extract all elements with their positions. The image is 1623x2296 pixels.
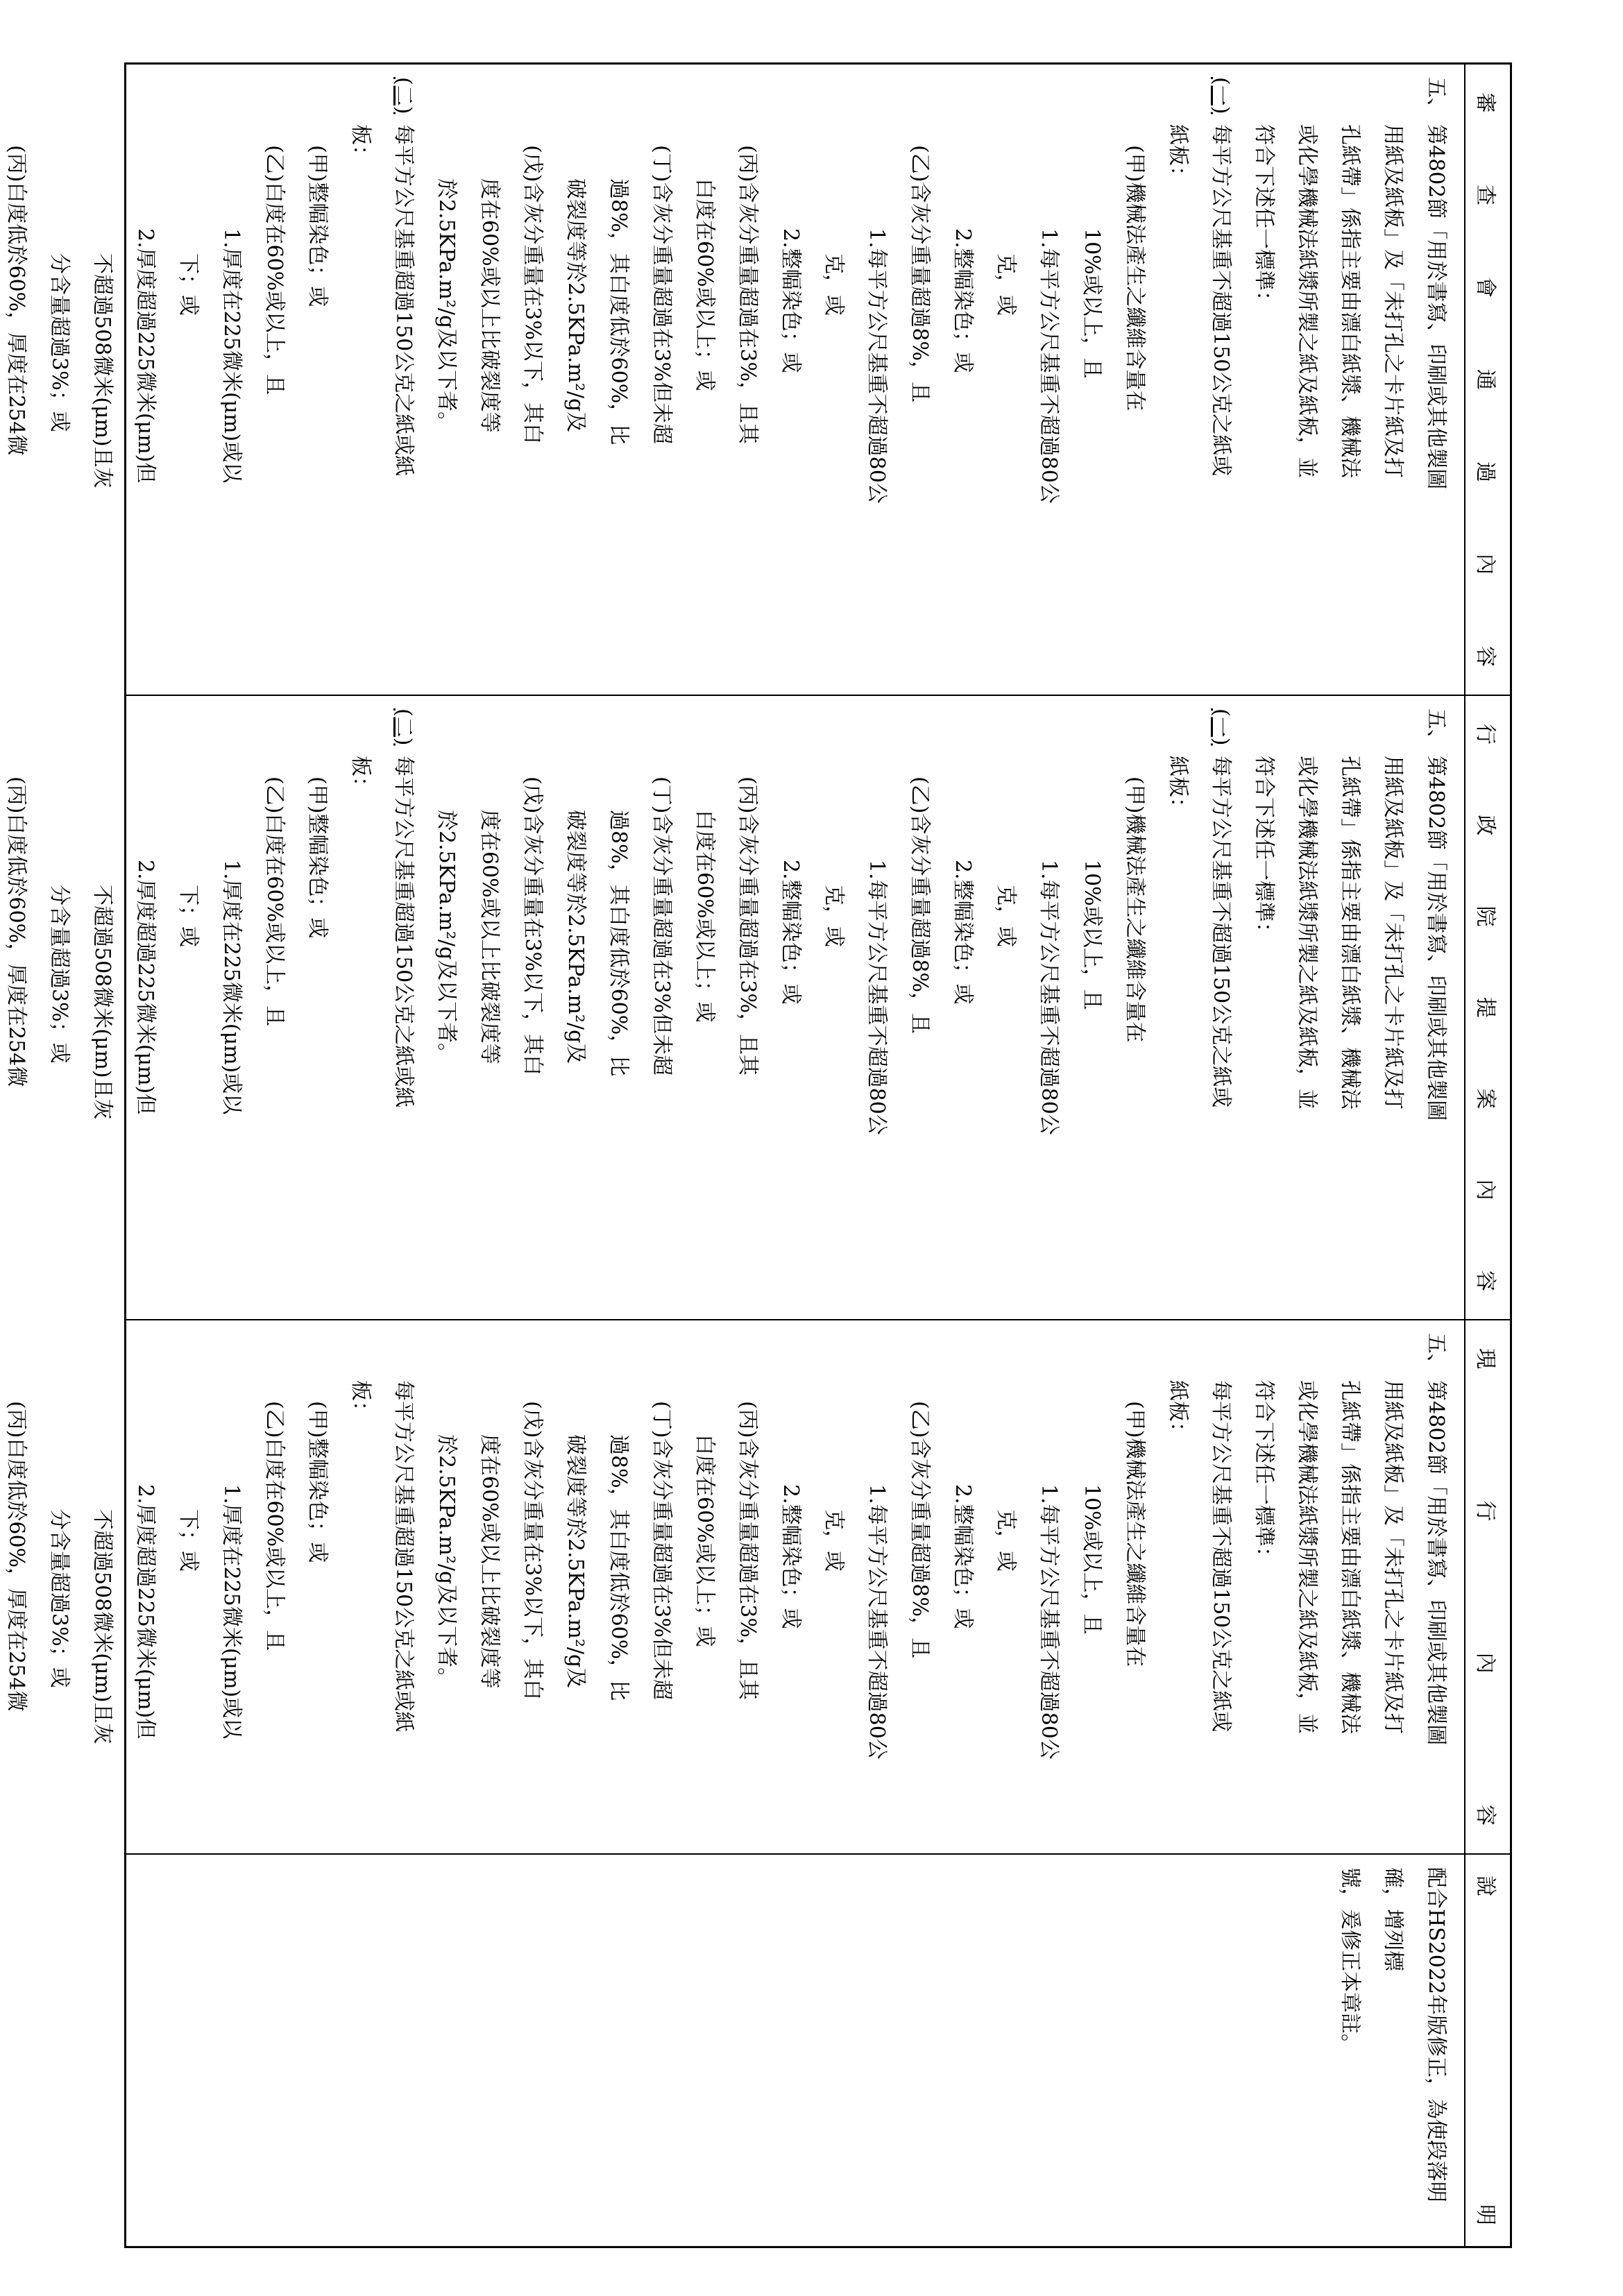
- line-text: 1.每平方公尺基重不超過80公: [1037, 1484, 1061, 1760]
- text-line: [124, 77, 167, 685]
- text-line: [941, 1333, 984, 1844]
- text-line: [296, 77, 339, 685]
- text-line: [597, 708, 640, 1309]
- text-line: [0, 708, 37, 1309]
- header-char: 現: [1473, 1348, 1497, 1369]
- text-line: [468, 1333, 511, 1844]
- line-text: 符合下述任一標準：: [1252, 756, 1276, 943]
- text-line: [425, 77, 468, 685]
- line-text: 不超過508微米(μm)且灰: [90, 1509, 114, 1744]
- text-line: [382, 77, 425, 685]
- text-line: [37, 1333, 80, 1844]
- line-text: 符合下述任一標準：: [1252, 1380, 1276, 1567]
- line-text: (丙)含灰分重量超過在3%，且其: [736, 1401, 760, 1701]
- header-char: 政: [1473, 815, 1497, 836]
- line-text: 板：: [348, 756, 373, 797]
- text-line: [124, 708, 167, 1309]
- line-text: 於2.5KPa.m²/g及以下者。: [434, 810, 459, 1064]
- text-line: [1070, 708, 1113, 1309]
- text-line: [80, 708, 124, 1309]
- text-line: [812, 708, 855, 1309]
- line-text: 1.厚度在225微米(μm)或以: [219, 1484, 244, 1740]
- comparison-table: [4, 62, 1512, 2248]
- header-char: 過: [1473, 461, 1497, 482]
- line-text: (乙)白度在60%或以上，且: [262, 1401, 287, 1651]
- line-text: 第4802節「用於書寫、印刷或其他製圖: [1424, 756, 1448, 1121]
- text-line: [210, 1333, 253, 1844]
- text-line: [855, 1333, 898, 1844]
- text-line: [1027, 1333, 1070, 1844]
- line-text: 過8%，其白度低於60%，比: [606, 810, 631, 1077]
- text-line: [1242, 708, 1285, 1309]
- text-line: [1113, 1333, 1156, 1844]
- header-proposed-content: [1464, 696, 1510, 1319]
- line-text: 孔紙帶」係指主要由漂白紙漿、機械法: [1338, 1380, 1362, 1734]
- text-line: [554, 708, 597, 1309]
- line-text: 10%或以上，且: [1080, 1484, 1104, 1635]
- header-char: 說: [1473, 1876, 1497, 1896]
- header-char: 會: [1473, 277, 1497, 298]
- text-line: [941, 77, 984, 685]
- text-line: [683, 77, 726, 685]
- header-char: 案: [1473, 1088, 1497, 1109]
- line-text: 2.整幅染色；或: [779, 860, 803, 1005]
- text-line: [769, 708, 812, 1309]
- line-text: 於2.5KPa.m²/g及以下者。: [434, 1434, 459, 1689]
- line-text: 或化學機械法紙漿所製之紙及紙板，並: [1295, 756, 1319, 1109]
- line-text: 10%或以上，且: [1080, 860, 1104, 1010]
- line-text: 紙板：: [1166, 124, 1190, 187]
- text-line: [898, 77, 941, 685]
- line-text: 破裂度等於2.5KPa.m²/g及: [563, 810, 588, 1064]
- header-char: 行: [1473, 1500, 1497, 1522]
- text-line: [210, 77, 253, 685]
- header-char: 院: [1473, 905, 1497, 927]
- text-line: [769, 1333, 812, 1844]
- text-line: [726, 708, 769, 1309]
- line-text: (戊)含灰分重量在3%以下，其白: [520, 776, 545, 1076]
- line-text: 克，或: [994, 885, 1018, 947]
- line-text: (乙)白度在60%或以上，且: [262, 145, 287, 396]
- header-char: 內: [1473, 1652, 1497, 1674]
- line-text: (甲)機械法產生之纖維含量在: [1123, 145, 1147, 411]
- text-line: [554, 1333, 597, 1844]
- text-line: [1414, 1333, 1457, 1844]
- text-line: [597, 77, 640, 685]
- line-text: (丙)白度低於60%，厚度在254微: [4, 1401, 28, 1712]
- header-current-content: [1464, 1320, 1510, 1853]
- line-text: 白度在60%或以上；或: [692, 178, 717, 391]
- line-text: 符合下述任一標準：: [1252, 124, 1276, 312]
- line-text: 或化學機械法紙漿所製之紙及紙板，並: [1295, 1380, 1319, 1734]
- line-text: 下；或: [176, 885, 201, 947]
- text-line: [511, 77, 554, 685]
- text-line: [253, 77, 296, 685]
- text-line: [80, 1333, 124, 1844]
- text-line: [898, 1333, 941, 1844]
- text-line: [769, 77, 812, 685]
- subsection-number: (二): [391, 77, 416, 114]
- line-text: 用紙及紙板」及「未打孔之卡片紙及打: [1381, 1380, 1405, 1734]
- text-line: [339, 77, 382, 685]
- line-text: 2.整幅染色；或: [779, 1484, 803, 1629]
- line-text: 板：: [348, 1380, 373, 1422]
- text-line: [296, 708, 339, 1309]
- text-line: [1242, 1333, 1285, 1844]
- text-line: [1113, 77, 1156, 685]
- text-line: [37, 708, 80, 1309]
- line-text: 度在60%或以上比破裂度等: [477, 178, 502, 433]
- text-line: [1328, 1333, 1371, 1844]
- body-current-content: [0, 1320, 1464, 1853]
- text-line: [37, 77, 80, 685]
- text-line: [640, 1333, 683, 1844]
- text-line: [210, 708, 253, 1309]
- text-line: [1027, 77, 1070, 685]
- body-passed-content: [0, 65, 1464, 695]
- line-text: 每平方公尺基重超過150公克之紙或紙: [391, 124, 416, 477]
- line-text: 1.厚度在225微米(μm)或以: [219, 228, 244, 484]
- text-line: [0, 77, 37, 685]
- text-line: [898, 708, 941, 1309]
- text-line: [1199, 1333, 1242, 1844]
- header-char: 內: [1473, 554, 1497, 575]
- line-text: 過8%，其白度低於60%，比: [606, 178, 631, 445]
- text-line: [1156, 708, 1199, 1309]
- line-text: 破裂度等於2.5KPa.m²/g及: [563, 178, 588, 433]
- line-text: 克，或: [994, 1509, 1018, 1572]
- line-text: 2.整幅染色；或: [779, 228, 803, 373]
- line-text: 每平方公尺基重不超過150公克之紙或: [1209, 1380, 1233, 1733]
- text-line: [339, 708, 382, 1309]
- line-text: 1.每平方公尺基重不超過80公: [1037, 228, 1061, 504]
- text-line: [855, 77, 898, 685]
- header-char: 行: [1473, 724, 1497, 745]
- line-text: 克，或: [822, 885, 846, 947]
- text-line: [1371, 708, 1414, 1309]
- text-line: [511, 708, 554, 1309]
- line-text: 過8%，其白度低於60%，比: [606, 1434, 631, 1701]
- header-char: 查: [1473, 185, 1497, 205]
- line-text: 第4802節「用於書寫、印刷或其他製圖: [1424, 124, 1448, 490]
- line-text: (甲)整幅染色；或: [305, 1401, 330, 1563]
- text-line: [382, 1333, 425, 1844]
- header-char: 明: [1473, 2204, 1497, 2225]
- text-line: [253, 708, 296, 1309]
- text-line: [1070, 77, 1113, 685]
- line-text: (乙)白度在60%或以上，且: [262, 776, 287, 1027]
- text-line: [554, 77, 597, 685]
- text-line: [640, 77, 683, 685]
- line-text: (甲)機械法產生之纖維含量在: [1123, 1401, 1147, 1667]
- text-line: [425, 708, 468, 1309]
- line-text: 1.每平方公尺基重不超過80公: [865, 228, 889, 504]
- text-line: [1285, 77, 1328, 685]
- text-line: [1242, 77, 1285, 685]
- line-text: 或化學機械法紙漿所製之紙及紙板，並: [1295, 124, 1319, 478]
- line-text: 1.每平方公尺基重不超過80公: [1037, 860, 1061, 1135]
- line-text: 於2.5KPa.m²/g及以下者。: [434, 178, 459, 433]
- body-proposed-content: [0, 696, 1464, 1319]
- text-line: [1070, 1333, 1113, 1844]
- text-line: [812, 77, 855, 685]
- text-line: [1156, 1333, 1199, 1844]
- line-text: 不超過508微米(μm)且灰: [90, 253, 114, 488]
- text-line: [984, 77, 1027, 685]
- explanation-text: [1328, 1855, 1464, 2246]
- text-line: [726, 77, 769, 685]
- line-text: (丁)含灰分重量超過在3%但未超: [649, 145, 674, 445]
- text-line: [296, 1333, 339, 1844]
- text-line: [1156, 77, 1199, 685]
- line-text: 克，或: [822, 253, 846, 316]
- text-line: [1328, 708, 1371, 1309]
- line-text: (戊)含灰分重量在3%以下，其白: [520, 1401, 545, 1701]
- text-line: [1414, 708, 1457, 1309]
- header-explanation: [1464, 1855, 1510, 2246]
- line-text: (丙)含灰分重量超過在3%，且其: [736, 145, 760, 445]
- line-text: 每平方公尺基重超過150公克之紙或紙: [391, 756, 416, 1108]
- text-line: [80, 77, 124, 685]
- text-line: [0, 1333, 37, 1844]
- line-text: (丙)白度低於60%，厚度在254微: [4, 145, 28, 456]
- line-text: 紙板：: [1166, 756, 1190, 818]
- text-line: [1113, 708, 1156, 1309]
- text-line: [597, 1333, 640, 1844]
- line-text: (乙)含灰分重量超過8%，且: [908, 776, 932, 1035]
- column-explanation: [126, 1855, 1510, 2246]
- text-line: [468, 708, 511, 1309]
- header-char: 內: [1473, 1179, 1497, 1200]
- line-text: 2.整幅染色；或: [951, 1484, 975, 1629]
- line-text: 第4802節「用於書寫、印刷或其他製圖: [1424, 1380, 1448, 1746]
- header-char: 通: [1473, 369, 1497, 390]
- header-char: 容: [1473, 1804, 1497, 1826]
- column-current-content: [4, 1320, 1510, 1855]
- line-text: 分含量超過3%；或: [47, 1509, 71, 1688]
- line-text: 破裂度等於2.5KPa.m²/g及: [563, 1434, 588, 1689]
- line-text: (乙)含灰分重量超過8%，且: [908, 1401, 932, 1659]
- text-line: [1027, 708, 1070, 1309]
- text-line: [640, 708, 683, 1309]
- line-text: 1.厚度在225微米(μm)或以: [219, 860, 244, 1115]
- line-text: 1.每平方公尺基重不超過80公: [865, 1484, 889, 1760]
- line-text: (甲)整幅染色；或: [305, 776, 330, 939]
- text-line: [984, 708, 1027, 1309]
- header-char: 審: [1473, 92, 1497, 113]
- text-line: [1199, 708, 1242, 1309]
- text-line: [1199, 77, 1242, 685]
- column-passed-content: [4, 65, 1510, 696]
- line-text: (甲)整幅染色；或: [305, 145, 330, 307]
- line-text: 不超過508微米(μm)且灰: [90, 885, 114, 1120]
- text-line: [382, 708, 425, 1309]
- line-text: 每平方公尺基重超過150公克之紙或紙: [391, 1380, 416, 1733]
- line-text: 每平方公尺基重不超過150公克之紙或: [1209, 124, 1233, 477]
- line-text: 2.厚度超過225微米(μm)但: [133, 228, 158, 484]
- line-text: (甲)機械法產生之纖維含量在: [1123, 776, 1147, 1043]
- text-line: [1285, 708, 1328, 1309]
- line-text: (丁)含灰分重量超過在3%但未超: [649, 1401, 674, 1701]
- text-line: [1414, 77, 1457, 685]
- line-text: (丙)白度低於60%，厚度在254微: [4, 776, 28, 1087]
- line-text: 克，或: [822, 1509, 846, 1572]
- line-text: (乙)含灰分重量超過8%，且: [908, 145, 932, 403]
- line-text: 板：: [348, 124, 373, 166]
- header-char: 容: [1473, 646, 1497, 667]
- line-text: 下；或: [176, 1509, 201, 1572]
- text-line: [468, 77, 511, 685]
- text-line: [167, 1333, 210, 1844]
- subsection-number: (二): [391, 708, 416, 746]
- explanation-line: 號，爰修正本章註。: [1338, 1867, 1362, 2055]
- text-line: [253, 1333, 296, 1844]
- line-text: 用紙及紙板」及「未打孔之卡片紙及打: [1381, 124, 1405, 478]
- line-text: 分含量超過3%；或: [47, 885, 71, 1064]
- section-number: 五、: [1424, 708, 1448, 750]
- line-text: 10%或以上，且: [1080, 228, 1104, 379]
- text-line: [941, 708, 984, 1309]
- text-line: [124, 1333, 167, 1844]
- line-text: (丙)含灰分重量超過在3%，且其: [736, 776, 760, 1076]
- text-line: [167, 708, 210, 1309]
- line-text: 克，或: [994, 253, 1018, 316]
- line-text: 白度在60%或以上；或: [692, 1434, 717, 1647]
- line-text: 孔紙帶」係指主要由漂白紙漿、機械法: [1338, 756, 1362, 1109]
- header-passed-content: [1464, 65, 1510, 695]
- text-line: [726, 1333, 769, 1844]
- text-line: [812, 1333, 855, 1844]
- line-text: 用紙及紙板」及「未打孔之卡片紙及打: [1381, 756, 1405, 1109]
- text-line: [683, 708, 726, 1309]
- line-text: 1.每平方公尺基重不超過80公: [865, 860, 889, 1135]
- line-text: 每平方公尺基重不超過150公克之紙或: [1209, 756, 1233, 1108]
- line-text: 2.厚度超過225微米(μm)但: [133, 1484, 158, 1740]
- header-char: 提: [1473, 996, 1497, 1018]
- text-line: [984, 1333, 1027, 1844]
- text-line: [683, 1333, 726, 1844]
- subsection-number: (一): [1209, 77, 1233, 114]
- section-number: 五、: [1424, 1333, 1448, 1375]
- text-line: [339, 1333, 382, 1844]
- text-line: [1371, 77, 1414, 685]
- line-text: 下；或: [176, 253, 201, 316]
- column-proposed-content: [4, 696, 1510, 1320]
- text-line: [855, 708, 898, 1309]
- line-text: 分含量超過3%；或: [47, 253, 71, 432]
- line-text: 2.整幅染色；或: [951, 228, 975, 373]
- line-text: 2.厚度超過225微米(μm)但: [133, 860, 158, 1115]
- line-text: 度在60%或以上比破裂度等: [477, 1434, 502, 1689]
- text-line: [1285, 1333, 1328, 1844]
- section-number: 五、: [1424, 77, 1448, 119]
- line-text: 孔紙帶」係指主要由漂白紙漿、機械法: [1338, 124, 1362, 478]
- text-line: [167, 77, 210, 685]
- subsection-number: (一): [1209, 708, 1233, 746]
- header-char: 容: [1473, 1270, 1497, 1291]
- line-text: 度在60%或以上比破裂度等: [477, 810, 502, 1064]
- line-text: (戊)含灰分重量在3%以下，其白: [520, 145, 545, 445]
- explanation-line: 配合HS2022年版修正，為使段落明確，增列標: [1381, 1867, 1448, 2203]
- text-line: [511, 1333, 554, 1844]
- line-text: 紙板：: [1166, 1380, 1190, 1443]
- line-text: (丁)含灰分重量超過在3%但未超: [649, 776, 674, 1076]
- line-text: 白度在60%或以上；或: [692, 810, 717, 1023]
- text-line: [1371, 1333, 1414, 1844]
- text-line: [425, 1333, 468, 1844]
- text-line: [1328, 77, 1371, 685]
- line-text: 2.整幅染色；或: [951, 860, 975, 1005]
